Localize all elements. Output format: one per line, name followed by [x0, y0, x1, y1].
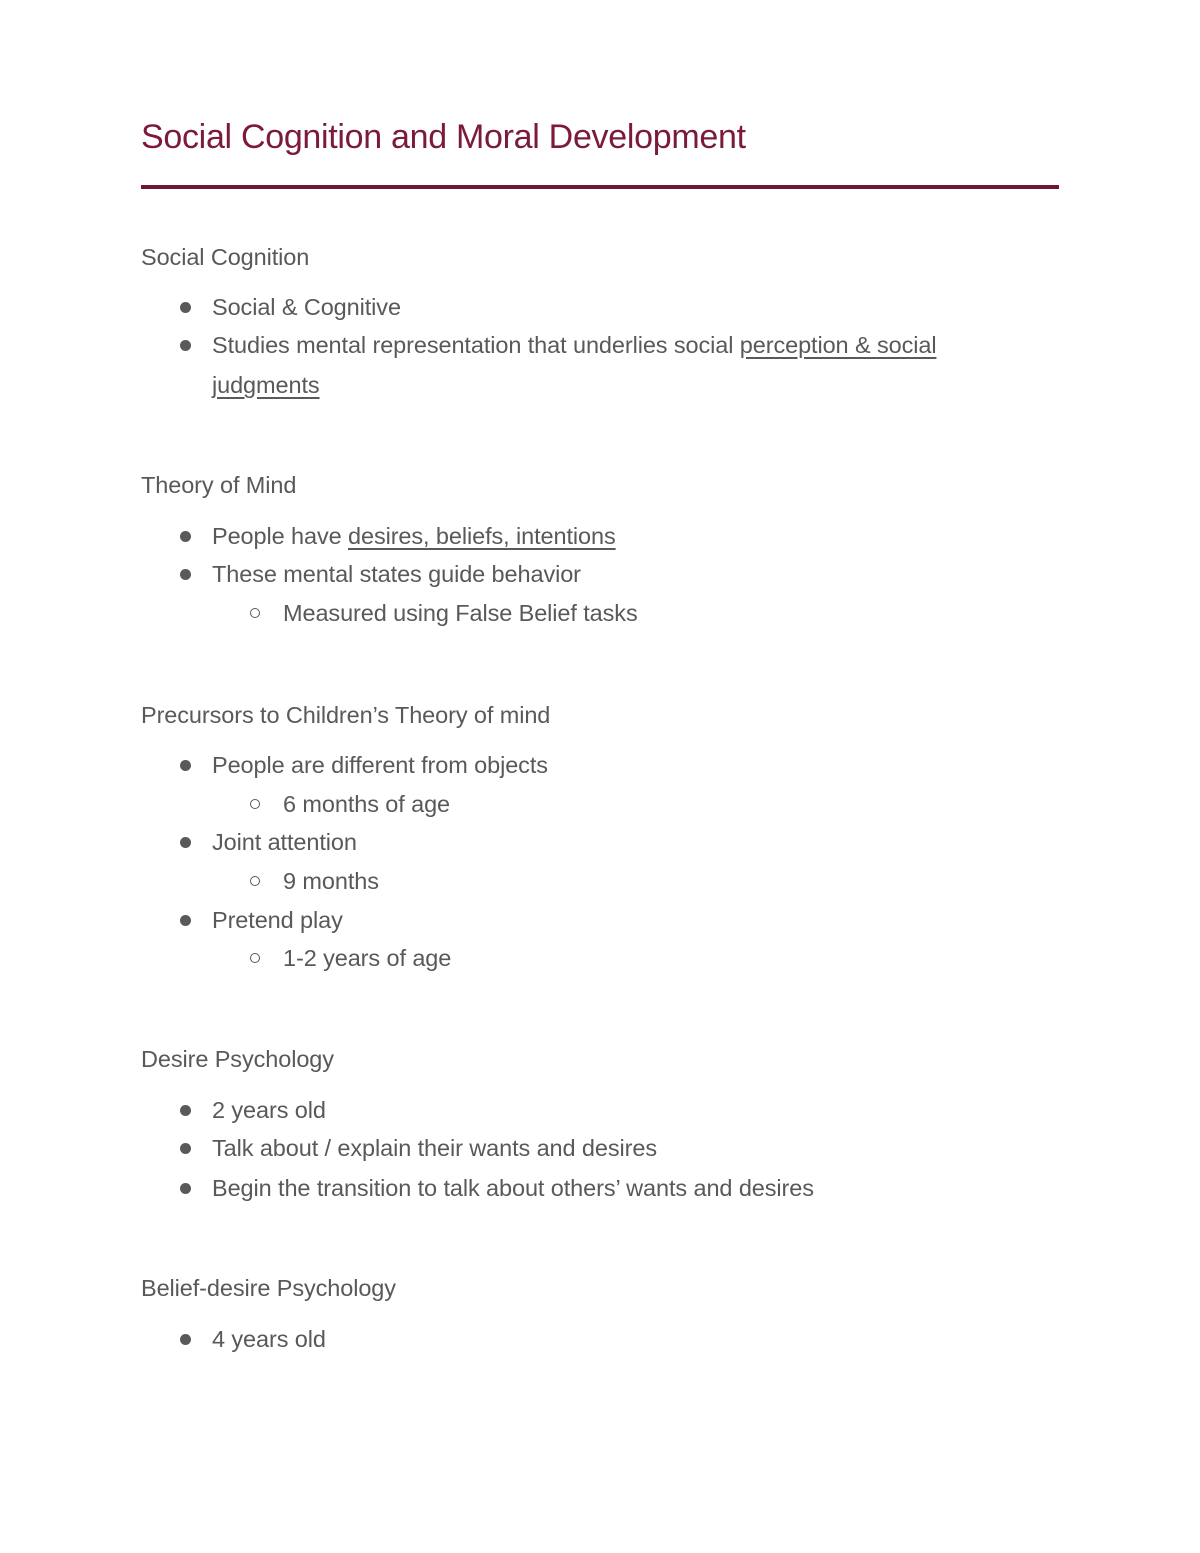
- sub-bullet-icon: [250, 953, 260, 963]
- list-item: Social & Cognitive: [212, 294, 401, 320]
- list-item: Talk about / explain their wants and desires: [212, 1135, 657, 1161]
- sub-list-item: 6 months of age: [283, 791, 451, 817]
- underlined-text: desires, beliefs, intentions: [348, 523, 616, 549]
- list-item: 2 years old: [212, 1097, 326, 1123]
- section-heading: Theory of Mind: [141, 472, 297, 498]
- list-item: 4 years old: [212, 1326, 326, 1352]
- bullet-icon: [180, 1334, 191, 1345]
- list-item: [212, 519, 616, 553]
- list-item: Joint attention: [212, 829, 357, 855]
- list-item-text: Studies mental representation that underlies social: [212, 332, 740, 358]
- sub-bullet-icon: [250, 799, 260, 809]
- sub-bullet-icon: [250, 608, 260, 618]
- bullet-icon: [180, 1105, 191, 1116]
- list-item: [212, 328, 936, 362]
- section-heading: Desire Psychology: [141, 1046, 334, 1072]
- title-divider: [141, 185, 1059, 189]
- bullet-icon: [180, 760, 191, 771]
- list-item: Pretend play: [212, 907, 343, 933]
- sub-list-item: Measured using False Belief tasks: [283, 600, 638, 626]
- section-heading: Precursors to Children’s Theory of mind: [141, 702, 551, 728]
- bullet-icon: [180, 531, 191, 542]
- document-title: Social Cognition and Moral Development: [141, 118, 746, 156]
- section-heading: Social Cognition: [141, 244, 310, 270]
- bullet-icon: [180, 1143, 191, 1154]
- bullet-icon: [180, 569, 191, 580]
- sub-list-item: 9 months: [283, 868, 379, 894]
- bullet-icon: [180, 915, 191, 926]
- bullet-icon: [180, 837, 191, 848]
- list-item-text: People have: [212, 523, 348, 549]
- bullet-icon: [180, 302, 191, 313]
- list-item: These mental states guide behavior: [212, 561, 581, 587]
- bullet-icon: [180, 1183, 191, 1194]
- underlined-text: perception & social: [739, 332, 937, 358]
- sub-bullet-icon: [250, 876, 260, 886]
- underlined-text: judgments: [212, 372, 320, 398]
- list-item: People are different from objects: [212, 752, 548, 778]
- sub-list-item: 1-2 years of age: [283, 945, 452, 971]
- section-heading: Belief-desire Psychology: [141, 1275, 396, 1301]
- list-item: Begin the transition to talk about others’ wants and desires: [212, 1175, 814, 1201]
- list-item-continuation: [212, 368, 320, 402]
- bullet-icon: [180, 340, 191, 351]
